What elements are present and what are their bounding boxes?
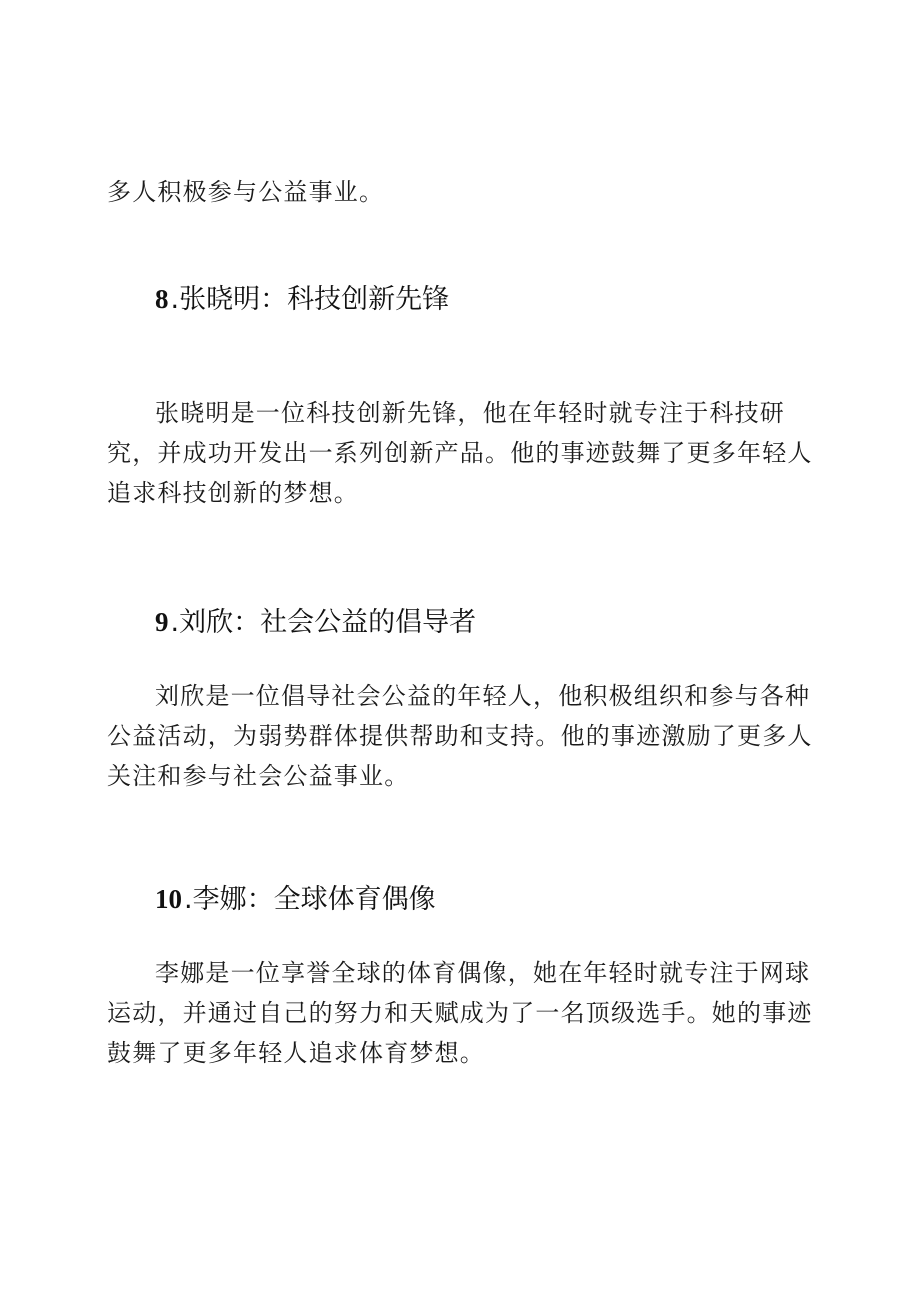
section-number: 9	[155, 607, 169, 637]
section-number: 8	[155, 284, 169, 314]
section-title: .刘欣：社会公益的倡导者	[170, 607, 477, 638]
section-number: 10	[155, 884, 182, 914]
section-body-9: 刘欣是一位倡导社会公益的年轻人，他积极组织和参与各种公益活动，为弱势群体提供帮助和支持。他的事迹激励了更多人关注和参与社会公益事业。	[107, 682, 813, 790]
section-heading-9	[155, 605, 476, 640]
section-heading-10	[155, 882, 436, 917]
section-heading-8	[155, 282, 449, 317]
section-body-10: 李娜是一位享誉全球的体育偶像，她在年轻时就专注于网球运动，并通过自己的努力和天赋成为了一名顶级选手。她的事迹鼓舞了更多年轻人追求体育梦想。	[107, 959, 813, 1067]
section-title: .李娜：全球体育偶像	[184, 884, 436, 915]
continuation-paragraph: 多人积极参与公益事业。	[107, 178, 385, 206]
section-title: .张晓明：科技创新先锋	[170, 284, 450, 315]
section-body-8: 张晓明是一位科技创新先锋，他在年轻时就专注于科技研究，并成功开发出一系列创新产品。他的事迹鼓舞了更多年轻人追求科技创新的梦想。	[107, 399, 813, 507]
